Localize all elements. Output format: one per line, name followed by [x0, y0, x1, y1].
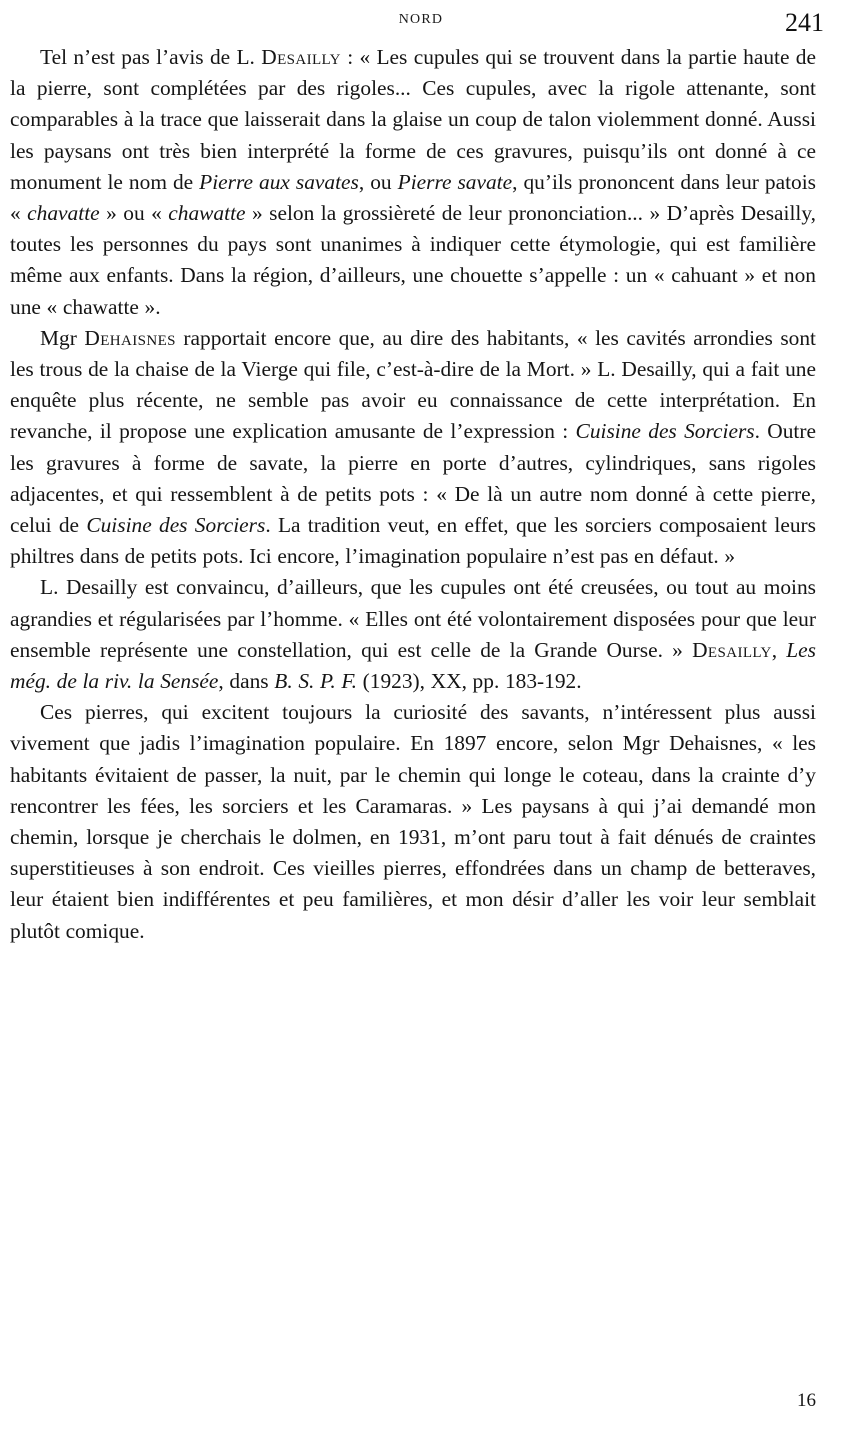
text-run: . Outre les gravures à forme de savate, la pierre en porte d’autres, cylindriques, sans rigoles adjacentes, et qui ressemblent à de petits pots : « De là un autre nom donné à cette pierre, celui de	[10, 419, 816, 538]
running-title: NORD	[398, 12, 444, 27]
small-caps-name: Dehaisnes	[84, 325, 176, 350]
italic-text: Pierre savate	[397, 169, 513, 194]
italic-text: B. S. P. F.	[274, 669, 357, 694]
italic-text: Les még. de la riv. la Sensée	[10, 637, 816, 694]
italic-text: chavatte	[27, 201, 100, 226]
text-run: (1923), XX, pp. 183-192.	[357, 669, 582, 694]
text-run: . La tradition veut, en effet, que les sorciers composaient leurs philtres dans de petits pots. Ici encore, l’imagination populaire n’est pas en défaut. »	[10, 513, 816, 569]
italic-text: chawatte	[168, 201, 246, 226]
text-run: Tel n’est pas l’avis de L.	[40, 45, 262, 69]
small-caps-name: Desailly	[692, 637, 772, 662]
text-run: , dans	[218, 669, 275, 694]
text-run: : « Les cupules qui se trouvent dans la partie haute de la pierre, sont complétées par des rigoles... Ces cupules, avec la rigole attenante, sont comparables à la trace que laisserait dans la glaise un coup de talon violemment donné. Aussi les paysans ont très bien interprété la forme de ces gravures, puisqu’ils ont donné à ce monument le nom de	[10, 45, 816, 194]
text-run: , ou	[358, 169, 398, 194]
text-run: L. Desailly est convaincu, d’ailleurs, que les cupules ont été creusées, ou tout au moins agrandies et régularisées par l’homme. « Elles ont été volontairement disposées pour que leur ensemble représente une constellation, qui est celle de la Grande Ourse. »	[10, 575, 816, 662]
italic-text: Cuisine des Sorciers	[575, 419, 755, 444]
text-run: » ou «	[99, 201, 169, 226]
page-header	[0, 8, 842, 42]
text-run: ,	[771, 637, 787, 662]
text-run: Ces pierres, qui excitent toujours la curiosité des savants, n’intéressent plus aussi vivement que jadis l’imagination populaire. En 1897 encore, selon Mgr Dehaisnes, « les habitants évitaient de passer, la nuit, par le chemin qui longe le coteau, dans la crainte d’y rencontrer les fées, les sorciers et les Caramaras. » Les paysans à qui j’ai demandé mon chemin, lorsque je cherchais le dolmen, en 1931, m’ont paru tout à fait dénués de craintes superstitieuses à son endroit. Ces vieilles pierres, effondrées dans un champ de betteraves, leur étaient bien indifférentes et peu familières, et mon désir d’aller les voir leur semblait plutôt comique.	[10, 700, 816, 943]
text-run: » selon la grossièreté de leur prononciation... » D’après Desailly, toutes les personnes du pays sont unanimes à indiquer cette étymologie, qui est familière même aux enfants. Dans la région, d’ailleurs, une chouette s’appelle : un « cahuant » et non une « chawatte ».	[10, 201, 817, 319]
text-run: Mgr	[40, 325, 85, 350]
paragraph	[10, 697, 816, 947]
paragraph	[10, 572, 816, 697]
paragraph	[10, 323, 816, 573]
small-caps-name: Desailly	[261, 45, 341, 69]
body-text	[0, 42, 824, 947]
italic-text: Cuisine des Sorciers	[86, 513, 266, 538]
page-number: 241	[785, 8, 824, 37]
document-page	[0, 8, 842, 1430]
paragraph	[10, 42, 816, 323]
signature-mark: 16	[797, 1390, 816, 1411]
text-run: , qu’ils prononcent dans leur patois «	[10, 169, 816, 226]
text-run: rapportait encore que, au dire des habitants, « les cavités arrondies sont les trous de la chaise de la Vierge qui file, c’est-à-dire de la Mort. » L. Desailly, qui a fait une enquête plus récente, ne semble pas avoir eu connaissance de cette interprétation. En revanche, il propose une explication amusante de l’expression :	[10, 325, 816, 444]
italic-text: Pierre aux savates	[199, 169, 359, 194]
